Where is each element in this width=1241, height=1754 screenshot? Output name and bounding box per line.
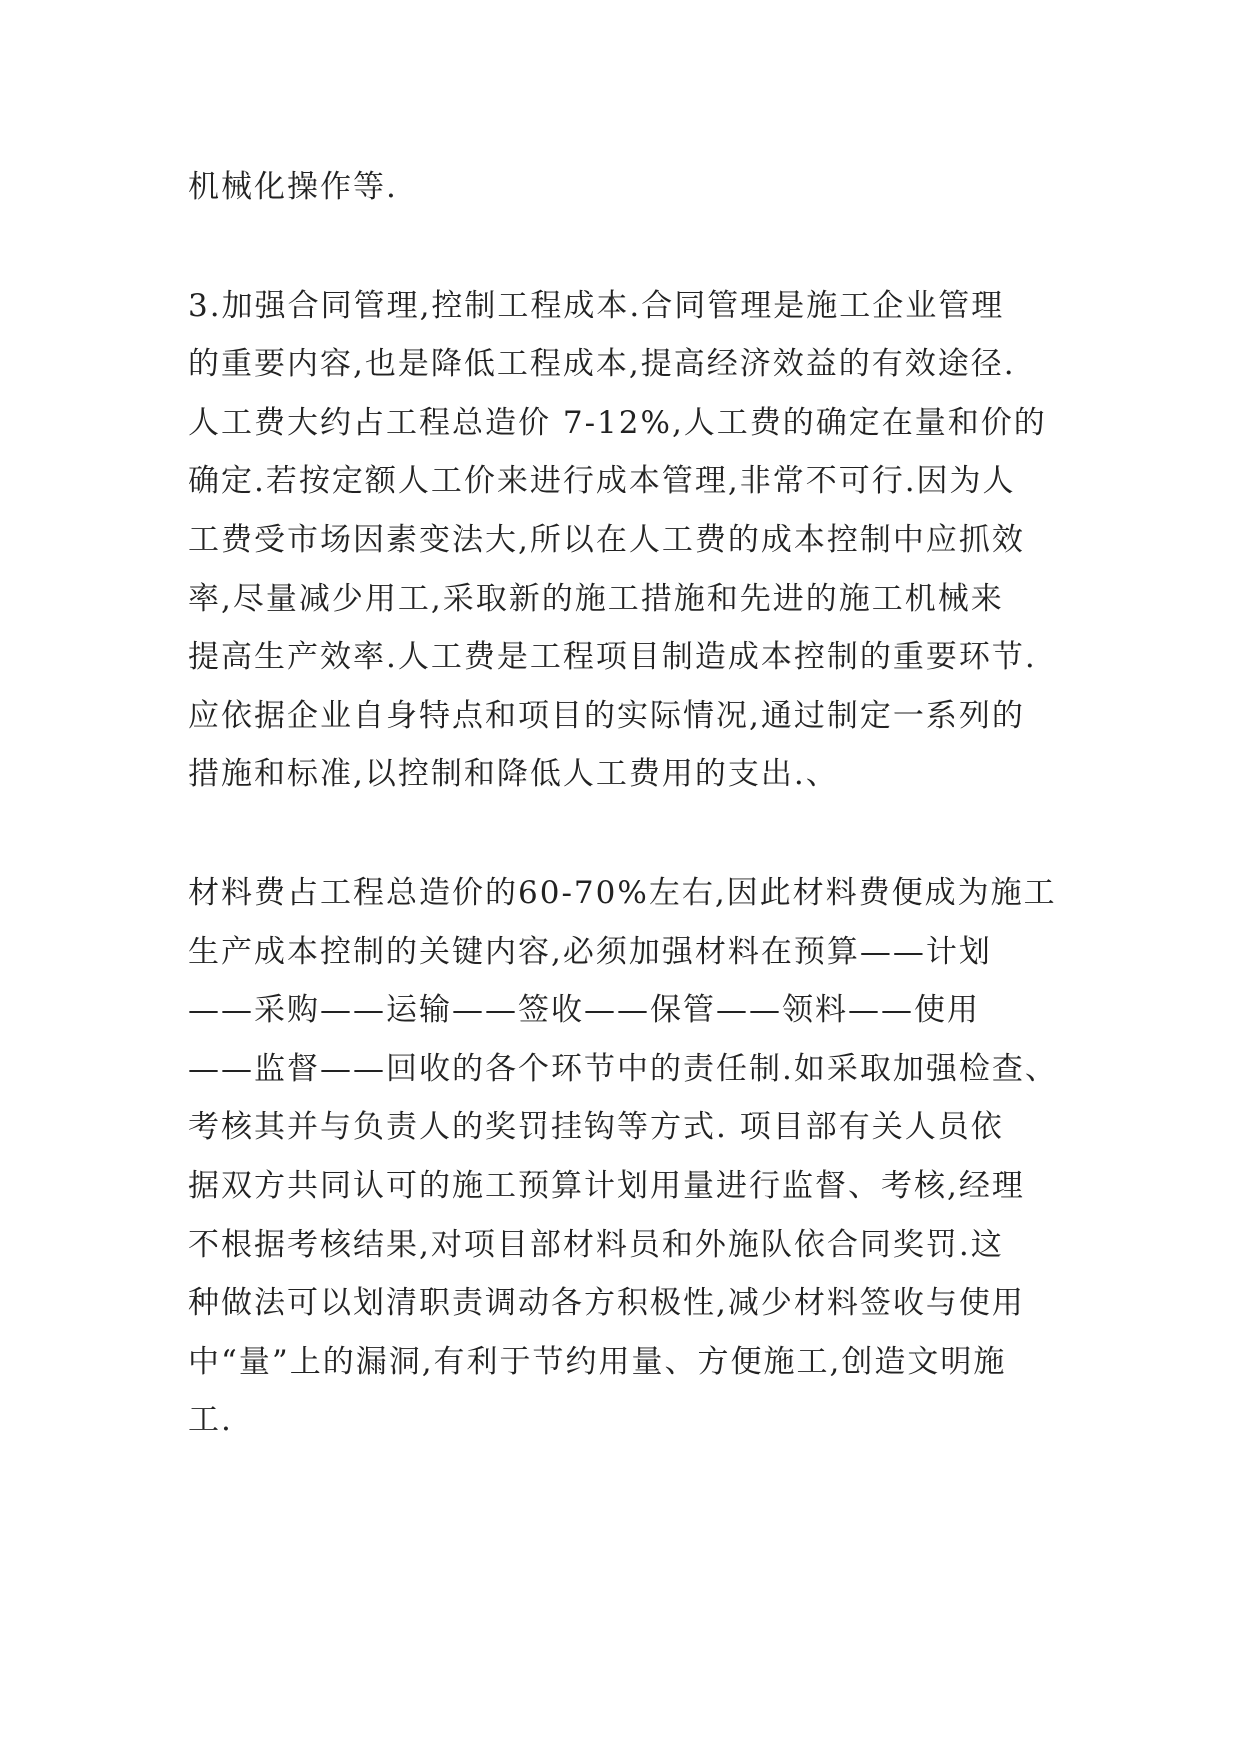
text-line: 材料费占工程总造价的60-70%左右,因此材料费便成为施工 <box>188 874 1057 911</box>
text-line: 考核其并与负责人的奖罚挂钩等方式. 项目部有关人员依 <box>188 1109 1004 1146</box>
text-line: 不根据考核结果,对项目部材料员和外施队依合同奖罚.这 <box>188 1226 1004 1263</box>
text-line: 工费受市场因素变法大,所以在人工费的成本控制中应抓效 <box>188 521 1025 558</box>
paragraph-2 <box>188 277 1060 804</box>
text-line: 确定.若按定额人工价来进行成本管理,非常不可行.因为人 <box>188 463 1016 500</box>
text-line: 3.加强合同管理,控制工程成本.合同管理是施工企业管理 <box>188 287 1005 324</box>
text-line: 措施和标准,以控制和降低人工费用的支出.、 <box>188 756 839 793</box>
text-line: 工. <box>188 1402 233 1439</box>
document-body <box>188 158 1060 1450</box>
text-line: 率,尽量减少用工,采取新的施工措施和先进的施工机械来 <box>188 580 1004 617</box>
text-line: 生产成本控制的关键内容,必须加强材料在预算——计划 <box>188 933 992 970</box>
text-line: 应依据企业自身特点和项目的实际情况,通过制定一系列的 <box>188 697 1025 734</box>
text-line: 的重要内容,也是降低工程成本,提高经济效益的有效途径. <box>188 346 1016 383</box>
paragraph-spacer <box>188 217 1060 277</box>
text-line: 种做法可以划清职责调动各方积极性,减少材料签收与使用 <box>188 1285 1025 1322</box>
paragraph-1 <box>188 158 1060 217</box>
text-line: 机械化操作等. <box>188 169 398 205</box>
text-line: ——采购——运输——签收——保管——领料——使用 <box>188 992 980 1029</box>
text-line: 人工费大约占工程总造价 7-12%,人工费的确定在量和价的 <box>188 404 1047 441</box>
text-line: 中“量”上的漏洞,有利于节约用量、方便施工,创造文明施 <box>188 1343 1007 1380</box>
text-line: ——监督——回收的各个环节中的责任制.如采取加强检查、 <box>188 1050 1058 1087</box>
paragraph-3 <box>188 864 1060 1450</box>
text-line: 提高生产效率.人工费是工程项目制造成本控制的重要环节. <box>188 639 1037 676</box>
paragraph-spacer <box>188 804 1060 864</box>
text-line: 据双方共同认可的施工预算计划用量进行监督、考核,经理 <box>188 1167 1025 1204</box>
